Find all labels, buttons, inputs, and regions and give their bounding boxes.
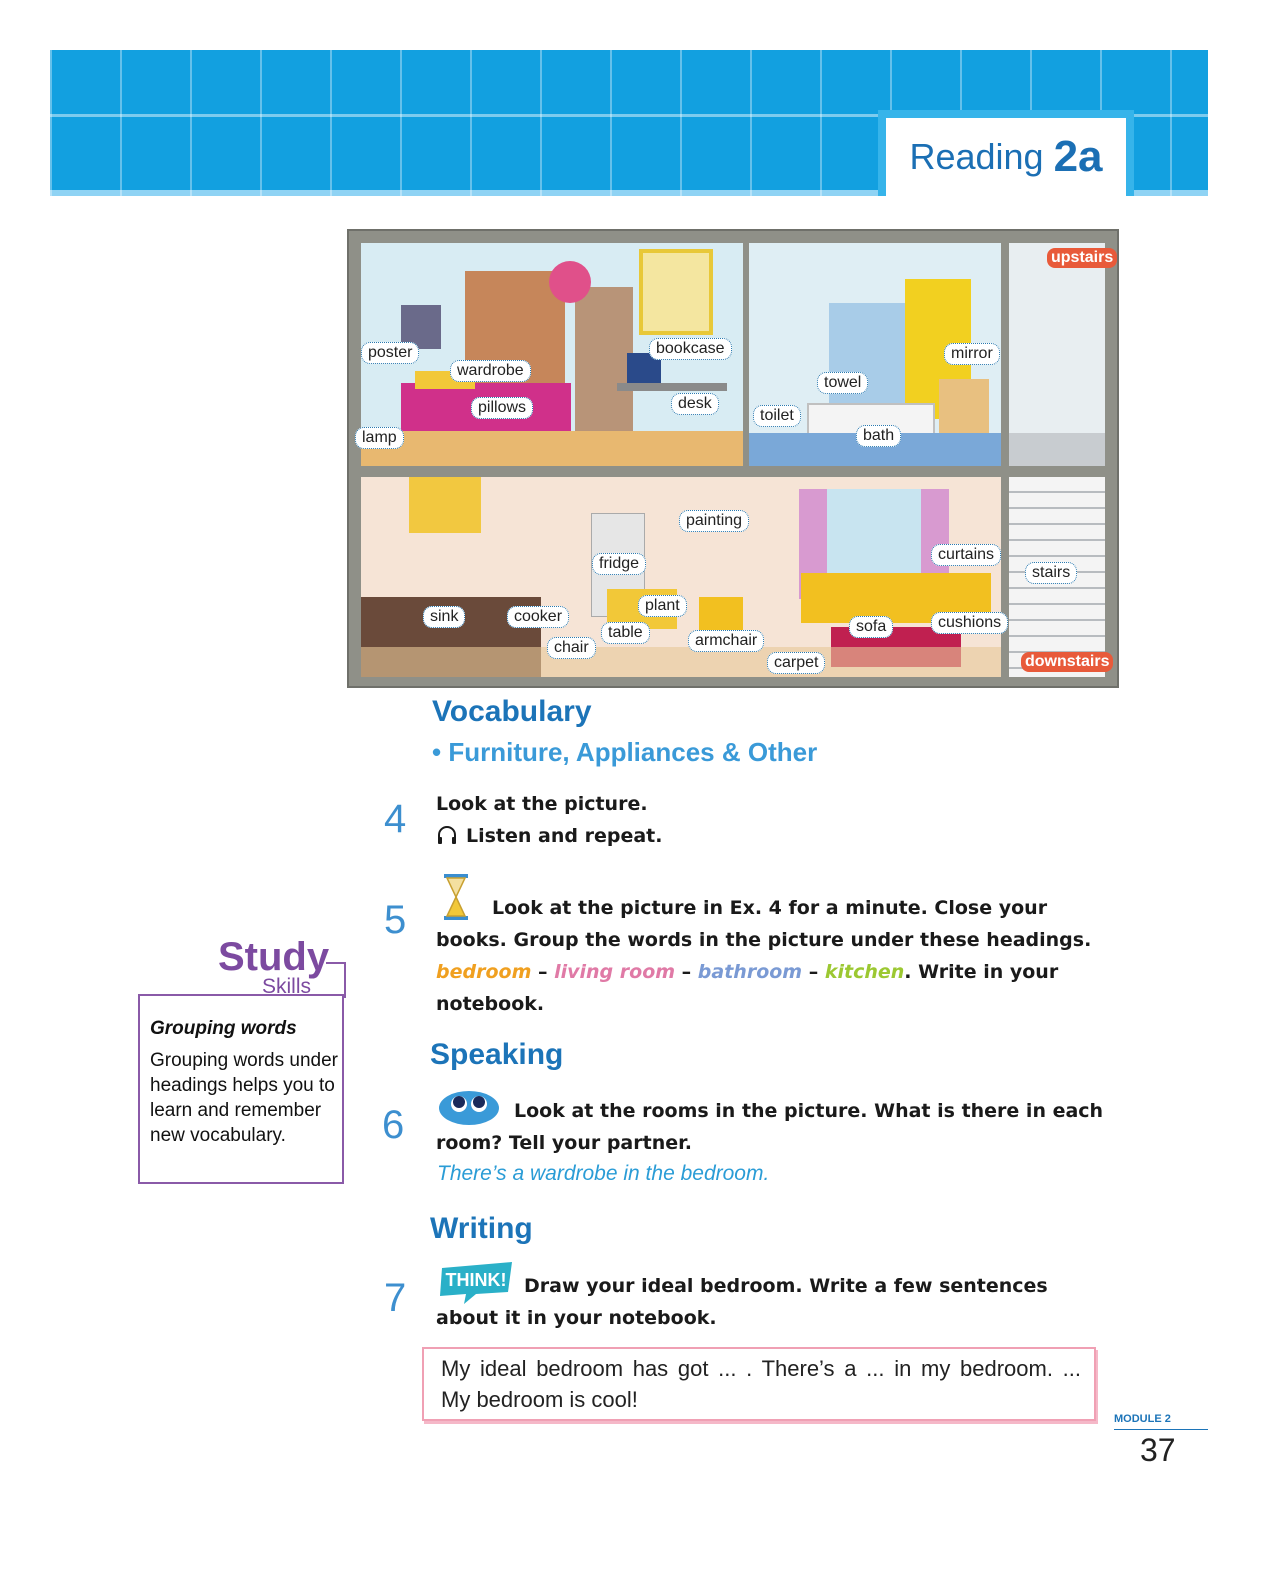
exercise-7-text: [436, 1270, 1136, 1334]
exercise-5-line2: books. Group the words in the picture under these headings.: [436, 929, 1092, 951]
label-plant: plant: [638, 595, 687, 617]
label-fridge: fridge: [592, 553, 646, 575]
exercise-6-example: There’s a wardrobe in the bedroom.: [437, 1162, 770, 1185]
page-title: [886, 118, 1126, 196]
exercise-5-line4: notebook.: [436, 993, 545, 1015]
label-chair: chair: [547, 637, 596, 659]
bedroom-floor: [361, 431, 743, 466]
landing-floor: [1009, 433, 1105, 466]
exercise-7-line1: Draw your ideal bedroom. Write a few sentences: [524, 1275, 1048, 1297]
label-sofa: sofa: [849, 616, 893, 638]
downstairs-floor: [361, 647, 1001, 677]
ceiling-lamp-shape: [549, 261, 591, 303]
model-line2: My bedroom is cool!: [441, 1387, 638, 1412]
label-painting: painting: [679, 510, 749, 532]
kitchen-cupboards: [409, 477, 481, 533]
writing-heading: Writing: [430, 1212, 533, 1245]
window-shape: [809, 489, 939, 581]
separator: –: [531, 961, 555, 983]
study-skills-title: Study: [218, 935, 330, 979]
desk-shape: [617, 383, 727, 391]
label-wardrobe: wardrobe: [450, 360, 531, 382]
vocabulary-heading: Vocabulary: [432, 695, 592, 728]
think-badge-text: THINK!: [445, 1270, 507, 1290]
module-divider: [1114, 1429, 1208, 1430]
exercise-5-number: 5: [384, 898, 407, 942]
speaking-heading: Speaking: [430, 1038, 564, 1071]
exercise-4-text: [436, 788, 662, 852]
exercise-4-listen: Listen and repeat.: [466, 825, 663, 847]
title-word: Reading: [909, 136, 1044, 177]
exercise-5-line3-tail: . Write in your: [904, 961, 1059, 983]
label-cushions: cushions: [931, 612, 1008, 634]
label-towel: towel: [817, 372, 868, 394]
label-mirror: mirror: [944, 343, 1000, 365]
upstairs-landing: [1009, 243, 1105, 466]
exercise-6-number: 6: [382, 1103, 405, 1147]
study-skills-text: Grouping words under headings helps you to learn and remember new vocabulary.: [150, 1050, 338, 1146]
label-armchair: armchair: [688, 630, 764, 652]
exercise-6-line1: Look at the rooms in the picture. What is there in each: [514, 1100, 1104, 1122]
model-line1: My ideal bedroom has got ... . There’s a ... in my bedroom. ...: [441, 1356, 1081, 1381]
exercise-7-line2: about it in your notebook.: [436, 1307, 717, 1329]
label-sink: sink: [423, 606, 465, 628]
separator: –: [675, 961, 698, 983]
module-label: MODULE 2: [1114, 1413, 1171, 1425]
label-bath: bath: [856, 425, 901, 447]
label-carpet: carpet: [767, 652, 825, 674]
model-text: [441, 1353, 1081, 1415]
kitchen-living-scene: [361, 477, 1001, 677]
label-curtains: curtains: [931, 544, 1001, 566]
cabinet-shape: [939, 379, 989, 439]
downstairs-sign: downstairs: [1021, 652, 1113, 672]
keyword-bedroom: bedroom: [436, 961, 532, 983]
label-pillows: pillows: [471, 397, 533, 419]
label-lamp: lamp: [355, 427, 404, 449]
exercise-6-text: [436, 1095, 1136, 1159]
page-number: 37: [1140, 1432, 1176, 1468]
house-illustration: [347, 229, 1119, 688]
exercise-6-line2: room? Tell your partner.: [436, 1132, 692, 1154]
study-skills-subtitle: Skills: [262, 975, 312, 998]
exercise-4-line1: Look at the picture.: [436, 793, 648, 815]
label-stairs: stairs: [1025, 562, 1077, 584]
label-poster: poster: [361, 342, 419, 364]
label-toilet: toilet: [753, 405, 801, 427]
separator: –: [802, 961, 825, 983]
label-cooker: cooker: [507, 606, 569, 628]
exercise-5-line3: [436, 956, 1136, 988]
exercise-5-line1: Look at the picture in Ex. 4 for a minute. Close your: [492, 897, 1048, 919]
title-number: 2a: [1053, 132, 1103, 181]
exercise-4-line2: [436, 820, 662, 852]
exercise-7-number: 7: [384, 1276, 407, 1320]
upstairs-sign: upstairs: [1047, 248, 1117, 268]
headphones-icon: [436, 824, 458, 846]
exercise-4-number: 4: [384, 797, 407, 841]
exercise-5-text: [436, 892, 1136, 1020]
keyword-living-room: living room: [554, 961, 676, 983]
label-desk: desk: [671, 393, 719, 415]
bookcase-shape: [639, 249, 713, 335]
study-skills-heading: Grouping words: [150, 1018, 297, 1039]
vocabulary-subheading: • Furniture, Appliances & Other: [432, 737, 818, 767]
label-table: table: [601, 622, 650, 644]
keyword-bathroom: bathroom: [697, 961, 803, 983]
label-bookcase: bookcase: [649, 338, 732, 360]
keyword-kitchen: kitchen: [824, 961, 905, 983]
study-skills-connector: [326, 962, 346, 998]
